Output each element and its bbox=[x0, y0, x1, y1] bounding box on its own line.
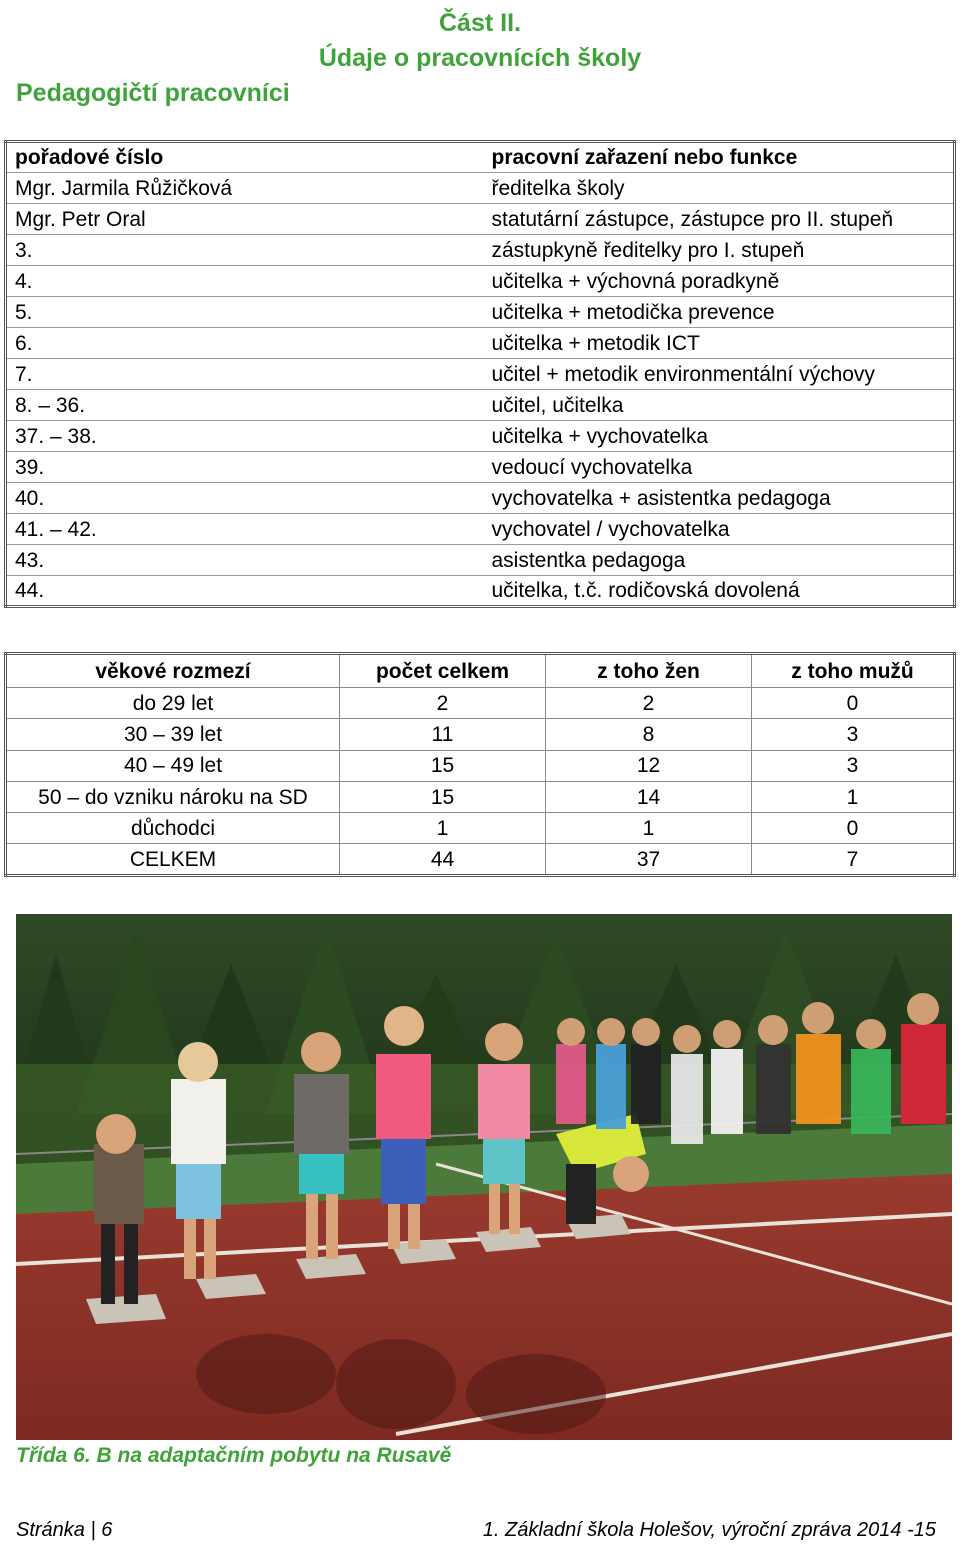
cell-order-number: 41. – 42. bbox=[6, 514, 482, 545]
cell-age-range: 40 – 49 let bbox=[6, 750, 340, 781]
cell-order-number: 37. – 38. bbox=[6, 421, 482, 452]
cell-total-count: 2 bbox=[340, 688, 546, 719]
table-row bbox=[6, 235, 955, 266]
cell-men-count: 1 bbox=[752, 781, 955, 812]
cell-order-number: 39. bbox=[6, 452, 482, 483]
table-row bbox=[6, 750, 955, 781]
cell-men-count: 7 bbox=[752, 844, 955, 875]
cell-women-count: 8 bbox=[546, 719, 752, 750]
cell-job-position: učitelka, t.č. rodičovská dovolená bbox=[482, 576, 955, 607]
cell-age-range: 50 – do vzniku nároku na SD bbox=[6, 781, 340, 812]
table-row bbox=[6, 390, 955, 421]
photo-illustration bbox=[16, 914, 952, 1440]
cell-men-count: 0 bbox=[752, 688, 955, 719]
cell-job-position: učitelka + metodička prevence bbox=[482, 297, 955, 328]
header-men-count: z toho mužů bbox=[752, 654, 955, 688]
cell-men-count: 3 bbox=[752, 719, 955, 750]
cell-order-number: 6. bbox=[6, 328, 482, 359]
cell-order-number: Mgr. Petr Oral bbox=[6, 204, 482, 235]
table-row bbox=[6, 173, 955, 204]
header-women-count: z toho žen bbox=[546, 654, 752, 688]
table-row bbox=[6, 328, 955, 359]
cell-job-position: zástupkyně ředitelky pro I. stupeň bbox=[482, 235, 955, 266]
cell-total-count: 1 bbox=[340, 813, 546, 844]
cell-total-count: 15 bbox=[340, 750, 546, 781]
cell-job-position: statutární zástupce, zástupce pro II. stupeň bbox=[482, 204, 955, 235]
part-subtitle: Údaje o pracovnících školy bbox=[318, 44, 642, 72]
cell-women-count: 1 bbox=[546, 813, 752, 844]
age-table-header bbox=[6, 654, 955, 688]
cell-order-number: 43. bbox=[6, 545, 482, 576]
cell-men-count: 0 bbox=[752, 813, 955, 844]
cell-job-position: učitel, učitelka bbox=[482, 390, 955, 421]
part-title: Část II. bbox=[439, 9, 521, 37]
table-row bbox=[6, 576, 955, 607]
header-total-count: počet celkem bbox=[340, 654, 546, 688]
staff-table-header bbox=[6, 142, 955, 173]
table-row bbox=[6, 266, 955, 297]
cell-women-count: 2 bbox=[546, 688, 752, 719]
cell-order-number: 3. bbox=[6, 235, 482, 266]
section-heading: Pedagogičtí pracovníci bbox=[16, 79, 290, 107]
cell-job-position: asistentka pedagoga bbox=[482, 545, 955, 576]
header-order-number: pořadové číslo bbox=[15, 146, 164, 169]
table-row bbox=[6, 483, 955, 514]
cell-women-count: 12 bbox=[546, 750, 752, 781]
cell-total-count: 11 bbox=[340, 719, 546, 750]
table-row bbox=[6, 844, 955, 875]
header-age-range: věkové rozmezí bbox=[6, 654, 340, 688]
table-row bbox=[6, 688, 955, 719]
cell-total-count: 44 bbox=[340, 844, 546, 875]
table-row bbox=[6, 297, 955, 328]
table-row bbox=[6, 719, 955, 750]
cell-total-count: 15 bbox=[340, 781, 546, 812]
cell-job-position: vedoucí vychovatelka bbox=[482, 452, 955, 483]
cell-men-count: 3 bbox=[752, 750, 955, 781]
cell-women-count: 37 bbox=[546, 844, 752, 875]
cell-job-position: učitelka + výchovná poradkyně bbox=[482, 266, 955, 297]
table-row bbox=[6, 359, 955, 390]
table-row bbox=[6, 204, 955, 235]
cell-order-number: 4. bbox=[6, 266, 482, 297]
cell-job-position: ředitelka školy bbox=[482, 173, 955, 204]
age-table bbox=[4, 652, 956, 877]
class-photo bbox=[16, 914, 952, 1440]
cell-order-number: Mgr. Jarmila Růžičková bbox=[6, 173, 482, 204]
cell-order-number: 44. bbox=[6, 576, 482, 607]
cell-job-position: vychovatel / vychovatelka bbox=[482, 514, 955, 545]
footer-school-name: 1. Základní škola Holešov, výroční zpráva 2014 -15 bbox=[482, 1519, 936, 1541]
cell-job-position: učitelka + vychovatelka bbox=[482, 421, 955, 452]
cell-order-number: 8. – 36. bbox=[6, 390, 482, 421]
table-row bbox=[6, 421, 955, 452]
cell-job-position: učitel + metodik environmentální výchovy bbox=[482, 359, 955, 390]
table-row bbox=[6, 813, 955, 844]
table-row bbox=[6, 452, 955, 483]
cell-job-position: učitelka + metodik ICT bbox=[482, 328, 955, 359]
table-row bbox=[6, 781, 955, 812]
cell-age-range: CELKEM bbox=[6, 844, 340, 875]
table-row bbox=[6, 545, 955, 576]
staff-table bbox=[4, 140, 956, 608]
cell-order-number: 5. bbox=[6, 297, 482, 328]
cell-age-range: do 29 let bbox=[6, 688, 340, 719]
cell-job-position: vychovatelka + asistentka pedagoga bbox=[482, 483, 955, 514]
cell-order-number: 40. bbox=[6, 483, 482, 514]
header-job-position: pracovní zařazení nebo funkce bbox=[491, 146, 798, 169]
cell-women-count: 14 bbox=[546, 781, 752, 812]
cell-age-range: 30 – 39 let bbox=[6, 719, 340, 750]
cell-order-number: 7. bbox=[6, 359, 482, 390]
photo-caption: Třída 6. B na adaptačním pobytu na Rusavě bbox=[16, 1444, 452, 1467]
cell-age-range: důchodci bbox=[6, 813, 340, 844]
table-row bbox=[6, 514, 955, 545]
footer-page-number: Stránka | 6 bbox=[16, 1519, 113, 1541]
